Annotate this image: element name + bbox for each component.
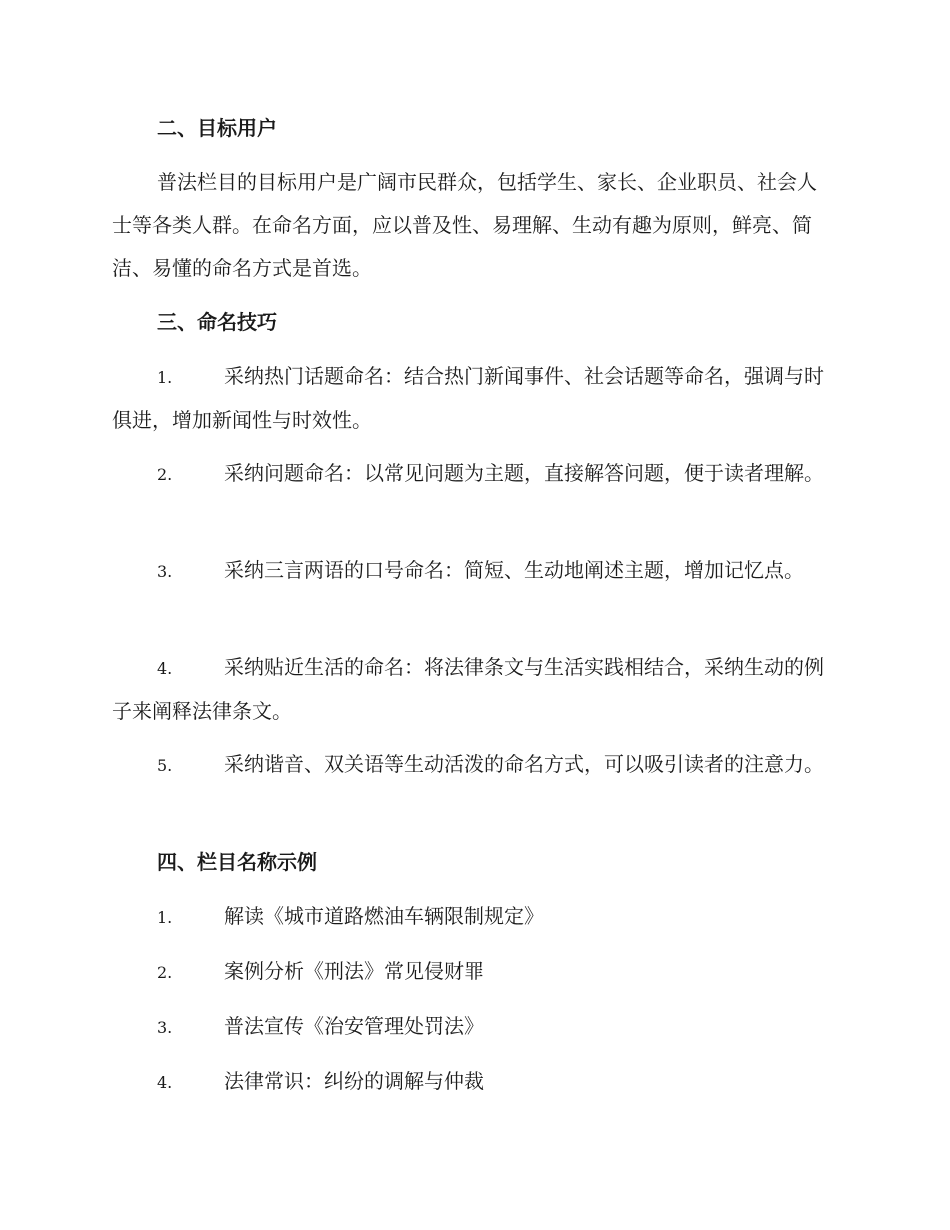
list-item-number: 5. (157, 756, 173, 775)
list-item-number: 4. (157, 659, 173, 678)
list-item (112, 950, 834, 994)
list-item-text: 采纳问题命名：以常见问题为主题，直接解答问题，便于读者理解。 (224, 461, 824, 485)
list-item-number: 3. (157, 1018, 173, 1037)
target-users-paragraph: 普法栏目的目标用户是广阔市民群众，包括学生、家长、企业职员、社会人士等各类人群。在命名方面，应以普及性、易理解、生动有趣为原则，鲜亮、简洁、易懂的命名方式是首选。 (112, 170, 817, 280)
list-item-number: 2. (157, 465, 173, 484)
list-item-text: 采纳三言两语的口号命名：简短、生动地阐述主题，增加记忆点。 (224, 558, 804, 582)
section-heading-examples: 四、栏目名称示例 (157, 850, 317, 874)
list-item-text: 采纳谐音、双关语等生动活泼的命名方式，可以吸引读者的注意力。 (224, 752, 824, 776)
section-heading-target-users: 二、目标用户 (157, 116, 277, 140)
list-item-number: 1. (157, 908, 173, 927)
list-item-number: 3. (157, 562, 173, 581)
section-heading-naming-tips: 三、命名技巧 (157, 310, 277, 334)
list-item (112, 452, 834, 496)
list-item-text: 法律常识：纠纷的调解与仲裁 (224, 1069, 484, 1093)
list-item (112, 646, 834, 733)
list-item (112, 1005, 834, 1049)
list-item (112, 549, 834, 593)
list-item-text: 采纳贴近生活的命名：将法律条文与生活实践相结合，采纳生动的例子来阐释法律条文。 (112, 655, 824, 723)
list-item (112, 355, 834, 442)
list-item-number: 1. (157, 368, 173, 387)
list-item-text: 案例分析《刑法》常见侵财罪 (224, 959, 484, 983)
list-item-number: 2. (157, 963, 173, 982)
list-item-number: 4. (157, 1073, 173, 1092)
list-item (112, 1060, 834, 1104)
list-item-text: 采纳热门话题命名：结合热门新闻事件、社会话题等命名，强调与时俱进，增加新闻性与时效性。 (112, 364, 824, 432)
list-item (112, 743, 834, 787)
list-item (112, 895, 834, 939)
list-item-text: 普法宣传《治安管理处罚法》 (224, 1014, 484, 1038)
list-item-text: 解读《城市道路燃油车辆限制规定》 (224, 904, 544, 928)
